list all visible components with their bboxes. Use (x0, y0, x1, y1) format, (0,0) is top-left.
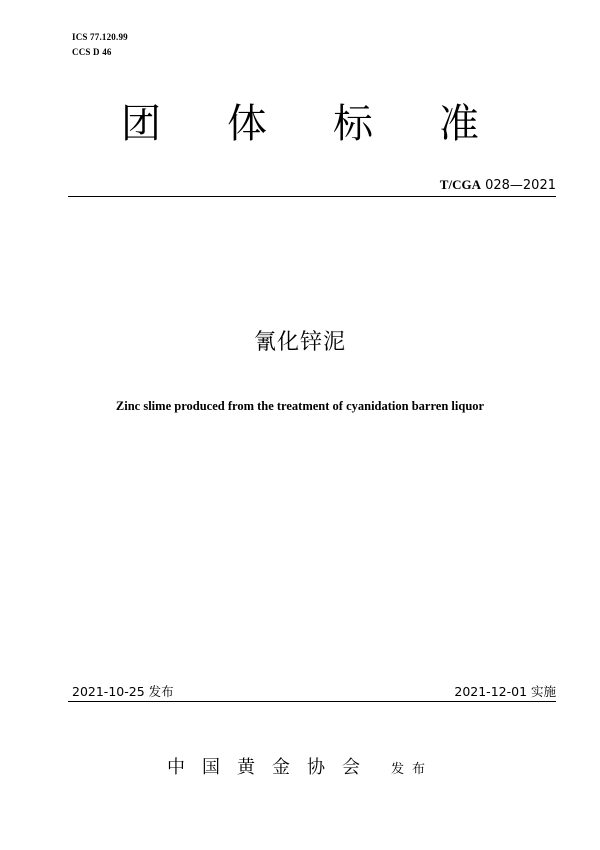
ccs-code: CCS D 46 (72, 47, 112, 57)
release-date: 2021-10-25 发布 (72, 684, 174, 699)
ics-code: ICS 77.120.99 (72, 32, 128, 42)
implementation-date: 2021-12-01 实施 (454, 684, 556, 699)
bottom-divider (68, 701, 556, 702)
english-title: Zinc slime produced from the treatment of cyanidation barren liquor (115, 399, 485, 413)
publisher-line (0, 753, 600, 779)
top-divider (68, 196, 556, 197)
standard-number (440, 177, 556, 193)
publisher-org: 中国黄金协会 (166, 757, 377, 778)
standard-org: T/CGA (439, 177, 481, 192)
document-type-heading: 团体标准 (121, 101, 545, 147)
publisher-action: 发布 (390, 762, 433, 777)
standard-code: 028—2021 (485, 178, 556, 193)
chinese-title: 氰化锌泥 (253, 330, 346, 355)
